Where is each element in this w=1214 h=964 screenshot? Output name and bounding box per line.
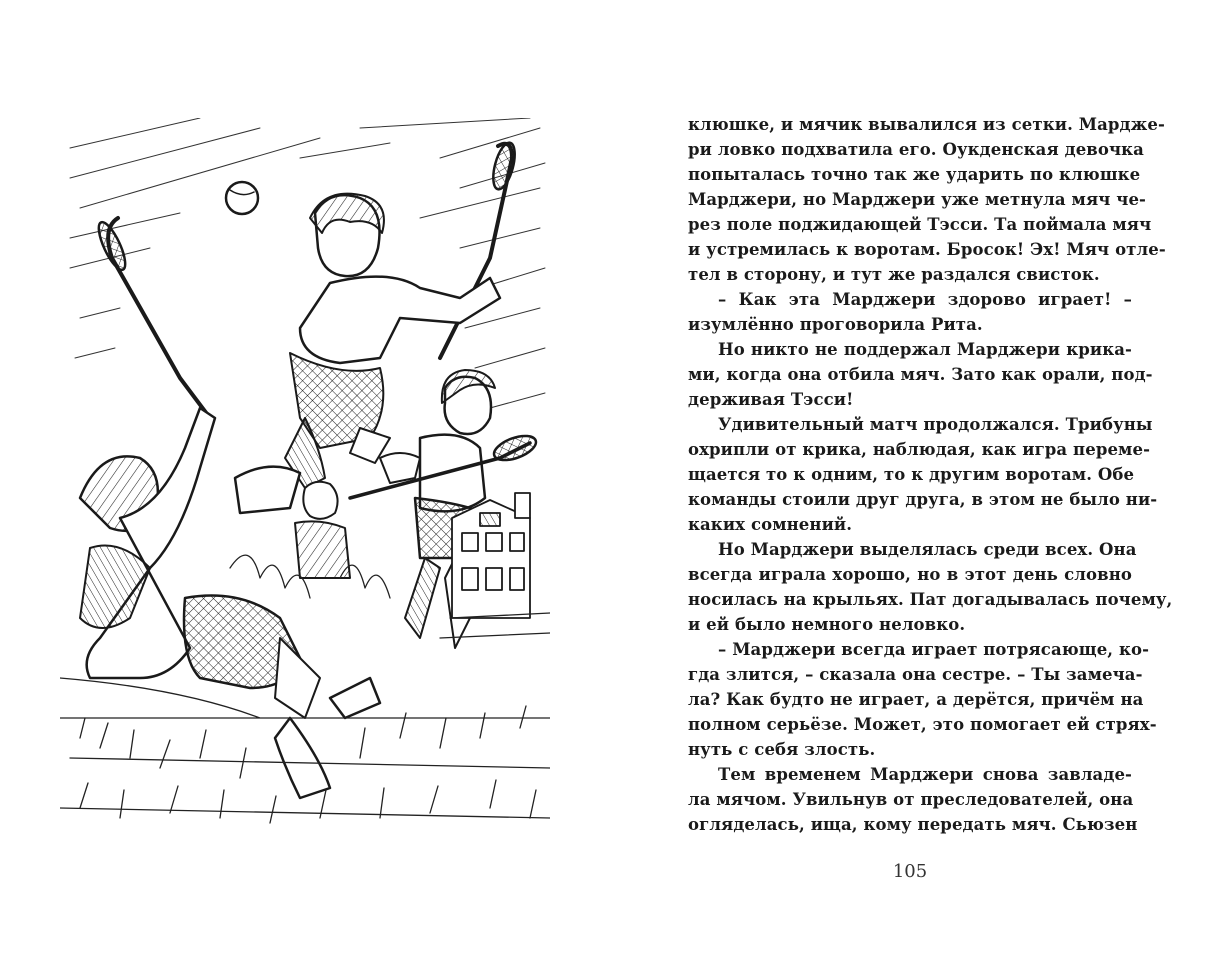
text-line: гда злится, – сказала она сестре. – Ты замеча- — [688, 665, 1143, 684]
text-line: и ей было немного неловко. — [688, 615, 966, 634]
text-line: и устремилась к воротам. Бросок! Эх! Мяч отле- — [688, 240, 1166, 259]
page-text — [688, 112, 1173, 837]
text-line: – Как эта Марджери здорово играет! – — [718, 290, 1132, 309]
text-line: носилась на крыльях. Пат догадывалась почему, — [688, 590, 1173, 609]
text-line: Удивительный матч продолжался. Трибуны — [718, 415, 1153, 434]
text-line: клюшке, и мячик вывалился из сетки. Мардже- — [688, 115, 1165, 134]
text-line: ла? Как будто не играет, а дерётся, причём на — [688, 690, 1144, 709]
text-line: рез поле поджидающей Тэсси. Та поймала мяч — [688, 215, 1152, 234]
house — [452, 493, 530, 618]
text-line: полном серьёзе. Может, это помогает ей стрях- — [688, 715, 1157, 734]
text-line: Марджери, но Марджери уже метнула мяч че- — [688, 190, 1147, 209]
text-line: каких сомнений. — [688, 515, 853, 534]
text-line: всегда играла хорошо, но в этот день словно — [688, 565, 1132, 584]
text-line: держивая Тэсси! — [688, 390, 854, 409]
text-line: попыталась точно так же ударить по клюшке — [688, 165, 1141, 184]
text-line: ми, когда она отбила мяч. Зато как орали, под- — [688, 365, 1153, 384]
text-line: изумлённо проговорила Рита. — [688, 315, 983, 334]
text-line: щается то к одним, то к другим воротам. Обе — [688, 465, 1135, 484]
text-line: ри ловко подхватила его. Оукденская девочка — [688, 140, 1144, 159]
text-line: огляделась, ища, кому передать мяч. Сьюзен — [688, 815, 1138, 834]
lacrosse-illustration — [60, 118, 550, 830]
text-line: Тем временем Марджери снова завладе- — [718, 765, 1132, 784]
text-line: Но никто не поддержал Марджери крика- — [718, 340, 1132, 359]
text-line: – Марджери всегда играет потрясающе, ко- — [718, 640, 1150, 659]
text-line: Но Марджери выделялась среди всех. Она — [718, 540, 1137, 559]
ball — [226, 182, 258, 214]
stick-top-left — [108, 218, 210, 418]
text-line: ла мячом. Увильнув от преследователей, она — [688, 790, 1134, 809]
text-line: охрипли от крика, наблюдая, как игра переме- — [688, 440, 1151, 459]
text-line: команды стоили друг друга, в этом не было ни- — [688, 490, 1158, 509]
text-line: тел в сторону, и тут же раздался свисток. — [688, 265, 1100, 284]
page-number: 105 — [892, 861, 928, 882]
text-line: нуть с себя злость. — [688, 740, 876, 759]
